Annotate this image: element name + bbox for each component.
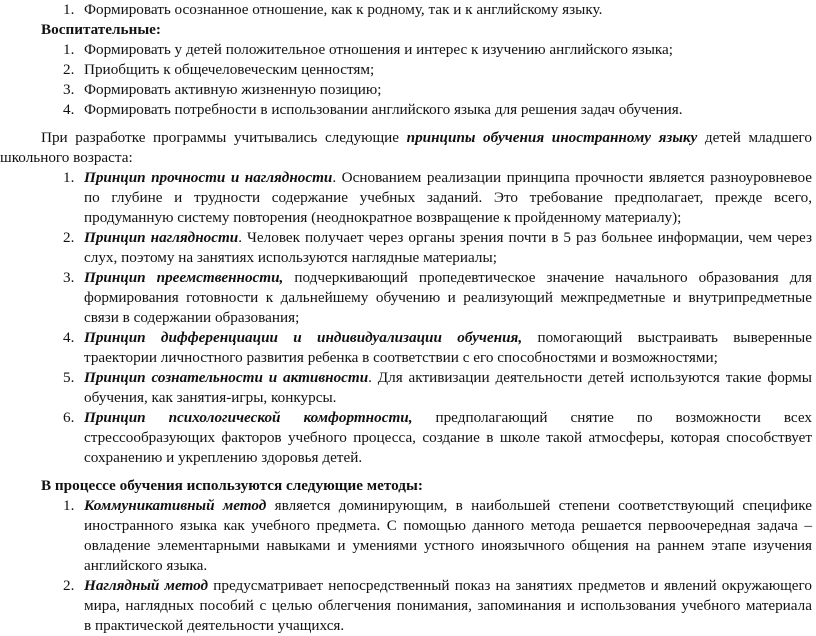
principle-text: сохранению и укреплению здоровья детей. — [84, 449, 363, 466]
list-number: 1. — [63, 497, 75, 514]
intro-text: При разработке программы учитывались следующие — [41, 129, 407, 146]
list-number: 5. — [63, 369, 75, 386]
list-item-text: Формировать у детей положительное отношения и интерес к изучению английского языка; — [84, 41, 674, 58]
intro-continuation: школьного возраста: — [0, 149, 133, 166]
principle-text: по глубине и трудности содержание учебных заданий. Это требование предполагает, прежде всего, — [84, 189, 812, 206]
principle-text: предполагающий снятие по возможности всех — [412, 409, 812, 426]
principle-text: подчеркивающий пропедевтическое значение начального образования для — [283, 269, 812, 286]
list-number: 2. — [63, 577, 75, 594]
principle-title: Принцип сознательности и активности — [84, 369, 369, 386]
method-text: предусматривает непосредственный показ на занятиях предметов и явлений окружающего — [208, 577, 812, 594]
principle-text: . Для активизации деятельности детей используются такие формы — [368, 369, 812, 386]
section-heading-methods: В процессе обучения используются следующие методы: — [41, 477, 423, 494]
list-number: 6. — [63, 409, 75, 426]
method-text: является доминирующим, в наибольшей степени соответствующий специфике — [266, 497, 812, 514]
principle-title: Принцип преемственности, — [84, 269, 284, 286]
method-item — [84, 496, 812, 516]
method-title: Наглядный метод — [84, 577, 209, 594]
list-number: 4. — [63, 101, 75, 118]
method-text: мира, наглядных пособий с целью облегчения понимания, запоминания и использования учебного материала — [84, 597, 812, 614]
principle-title: Принцип психологической комфортности, — [84, 409, 413, 426]
intro-emphasis: принципы обучения иностранному языку — [406, 129, 698, 146]
list-number: 2. — [63, 229, 75, 246]
principle-item — [84, 228, 812, 248]
intro-text: детей младшего — [697, 129, 813, 146]
list-number: 4. — [63, 329, 75, 346]
principle-text: . Человек получает через органы зрения почти в 5 раз больнее информации, чем через — [238, 229, 812, 246]
principle-text: слух, поэтому на занятиях используются наглядные материалы; — [84, 249, 497, 266]
list-item-text: Формировать потребности в использовании английского языка для решения задач обучения. — [84, 101, 683, 118]
principle-item — [84, 368, 812, 388]
method-text: овладение элементарными навыками и умениями устного иноязычного общения на раннем этапе изучения — [84, 537, 812, 554]
principle-item — [84, 328, 812, 348]
principle-text: помогающий выстраивать выверенные — [522, 329, 812, 346]
method-title: Коммуникативный метод — [84, 497, 267, 514]
principle-text: стрессообразующих факторов учебного процесса, создание в школе такой атмосферы, которая способствует — [84, 429, 812, 446]
method-text: иностранного языка как учебного предмета. С помощью данного метода решается первоочередная задача – — [84, 517, 812, 534]
principle-text: продуманную систему повторения (неоднократное возвращение к пройденному материалу); — [84, 209, 682, 226]
method-item — [84, 576, 812, 596]
list-number: 2. — [63, 61, 75, 78]
list-item-text: Формировать активную жизненную позицию; — [84, 81, 382, 98]
principle-item — [84, 268, 812, 288]
list-item-text: Приобщить к общечеловеческим ценностям; — [84, 61, 375, 78]
principle-title: Принцип прочности и наглядности — [84, 169, 333, 186]
principle-text: траектории личностного развития ребенка в соответствии с его способностями и возможностями; — [84, 349, 718, 366]
principle-text: связи в содержании образования; — [84, 309, 300, 326]
principle-text: формирования готовности к дальнейшему обучению и реализующий межпредметные и внутрипредметные — [84, 289, 812, 306]
principle-item — [84, 168, 812, 188]
list-number: 1. — [63, 169, 75, 186]
principle-title: Принцип наглядности — [84, 229, 239, 246]
list-item-text: Формировать осознанное отношение, как к родному, так и к английскому языку. — [84, 1, 603, 18]
method-text: в практической деятельности учащихся. — [84, 617, 345, 634]
principle-text: . Основанием реализации принципа прочности является разноуровневое — [332, 169, 813, 186]
section-heading-educational: Воспитательные: — [41, 21, 161, 38]
principle-title: Принцип дифференциации и индивидуализации обучения, — [84, 329, 523, 346]
method-text: английского языка. — [84, 557, 208, 574]
list-number: 3. — [63, 269, 75, 286]
principles-intro — [41, 128, 812, 148]
list-number: 1. — [63, 41, 75, 58]
principle-text: обучения, как занятия-игры, конкурсы. — [84, 389, 337, 406]
list-number: 3. — [63, 81, 75, 98]
principle-item — [84, 408, 812, 428]
list-number: 1. — [63, 1, 75, 18]
